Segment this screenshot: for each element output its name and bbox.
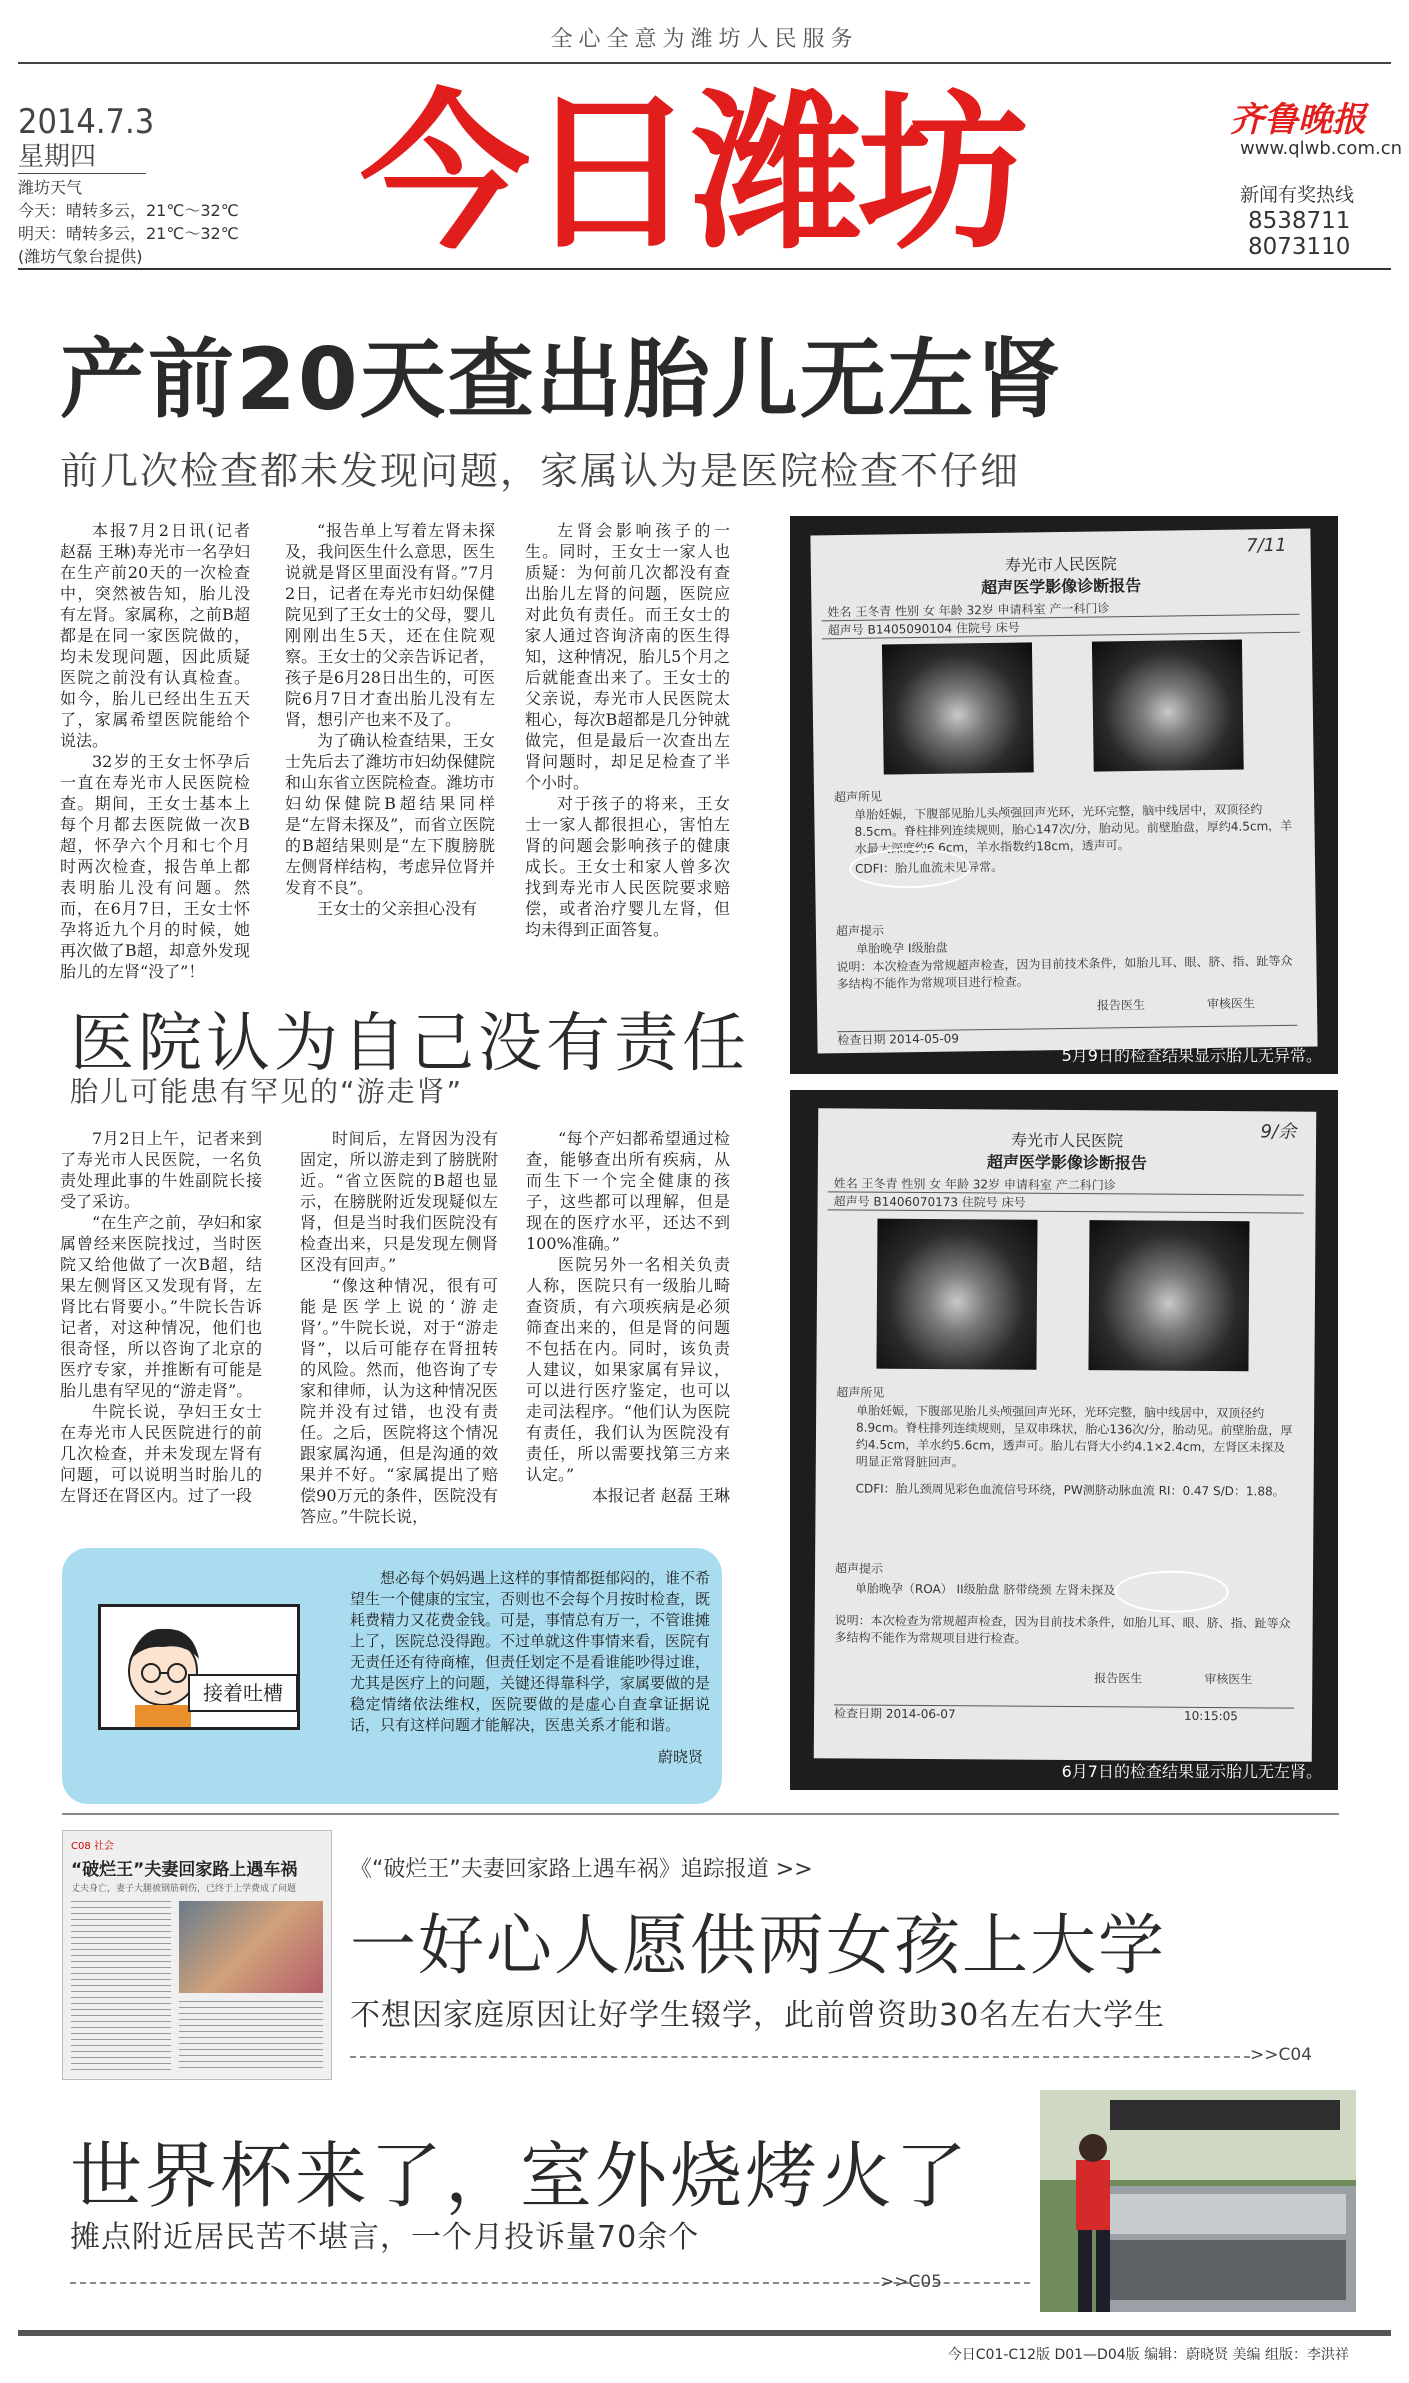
paragraph: 王女士的父亲担心没有 <box>317 899 478 918</box>
cdfi-text: CDFI：胎儿血流未见异常。 <box>854 859 1004 876</box>
paragraph: 左肾会影响孩子的一生。同时，王女士一家人也质疑：为何前几次都没有查出胎儿左肾的问题，医院应对此负有责任。而王女士的家人通过咨询济南的医生得知，这种情况，胎儿5个月之后就能查出来了。王女士的父亲说，寿光市人民医院太粗心，每次B超都是几分钟就做完，但是最后一次查出左肾问题时，却足足检查了半个小时。 <box>525 521 730 792</box>
report-reviewer: 审核医生 <box>1204 1671 1253 1687</box>
report-id-row: 超声号 B1405090104 住院号 床号 <box>822 615 1300 640</box>
top-rule <box>18 62 1391 64</box>
teaser-headline: 一好心人愿供两女孩上大学 <box>350 1907 1166 1984</box>
footer-credits: 今日C01-C12版 D01—D04版 编辑：蔚晓贤 美编 组版：李洪祥 <box>947 2347 1349 2363</box>
issue-weekday: 星期四 <box>18 136 146 174</box>
teaser-subheadline: 摊点附近居民苦不堪言，一个月投诉量70余个 <box>70 2220 700 2255</box>
report-title: 超声医学影像诊断报告 <box>981 575 1142 598</box>
findings-text: 单胎妊娠，下腹部见胎儿头颅强回声光环，光环完整，脑中线居中，双顶径约8.5cm。脊柱排列连续规则，胎心147次/分，胎动见。前壁胎盘，厚约4.5cm，羊水最大深度约6.6cm，羊水指数约18cm，透声可。 <box>854 802 1293 856</box>
report-note: 说明：本次检查为常规超声检查，因为目前技术条件，如胎儿耳、眼、脐、指、趾等众多结构不能作为常规项目进行检查。 <box>834 1613 1291 1646</box>
paragraph: 牛院长说，孕妇王女士在寿光市人民医院进行的前几次检查，并未发现左肾有问题，可以说明当时胎儿的左肾还在肾区内。过了一段 <box>60 1402 262 1505</box>
slogan: 全心全意为潍坊人民服务 <box>550 27 859 52</box>
comment-badge: 接着吐槽 <box>188 1674 298 1712</box>
ultrasound-image-left <box>876 1219 1037 1370</box>
masthead: 今日潍坊 <box>360 73 1025 273</box>
photo-caption: 5月9日的检查结果显示胎儿无异常。 <box>1061 1046 1322 1065</box>
ultrasound-image-right <box>1088 1220 1249 1371</box>
section-headline: 医院认为自己没有责任 <box>70 1007 750 1081</box>
exam-date: 检查日期 2014-05-09 <box>837 1025 1297 1049</box>
teaser-headline: 世界杯来了，室外烧烤火了 <box>70 2134 971 2218</box>
lead-column-3 <box>525 520 730 940</box>
section-column-1 <box>60 1128 262 1506</box>
findings-label: 超声所见 <box>833 789 883 805</box>
brand-url[interactable]: www.qlwb.com.cn <box>1240 138 1402 159</box>
exam-time: 10:15:05 <box>1183 1708 1238 1724</box>
jump-link[interactable]: >>C04 <box>1250 2045 1312 2065</box>
hotline-label: 新闻有奖热线 <box>1240 184 1355 206</box>
weather-box <box>18 176 239 268</box>
weather-title: 潍坊天气 <box>18 178 83 197</box>
thumb-headline: “破烂王”夫妻回家路上遇车祸 <box>71 1860 298 1880</box>
report-title: 超声医学影像诊断报告 <box>986 1152 1147 1173</box>
hint-label: 超声提示 <box>835 923 885 939</box>
thumb-text-block <box>71 1901 171 2071</box>
hint-label: 超声提示 <box>835 1561 884 1576</box>
report-hospital: 寿光市人民医院 <box>1004 554 1117 575</box>
jump-link[interactable]: >>C05 <box>880 2272 942 2292</box>
weather-source: (潍坊气象台提供) <box>18 247 143 266</box>
handwritten-note: 7/11 <box>1246 534 1287 557</box>
thumb-subheadline: 丈夫身亡，妻子大腿被钢筋刺伤，已终于上学费成了问题 <box>71 1884 297 1894</box>
cdfi-text: CDFI：胎儿颈周见彩色血流信号环绕，PW测脐动脉血流 RI：0.47 S/D：1.88。 <box>855 1481 1285 1499</box>
weather-tomorrow: 明天：晴转多云，21℃～32℃ <box>18 224 239 243</box>
report-doctor: 报告医生 <box>1094 1671 1143 1686</box>
bbq-photo <box>1040 2090 1356 2312</box>
teaser-subheadline: 不想因家庭原因让好学生辍学，此前曾资助30名左右大学生 <box>350 1998 1166 2033</box>
paragraph: “在生产之前，孕妇和家属曾经来医院找过，当时医院又给他做了一次B超，结果左侧肾区又发现有肾，左肾比右肾要小。”牛院长告诉记者，对这种情况，他们也很奇怪，所以咨询了北京的医疗专家，并推断有可能是胎儿患有罕见的“游走肾”。 <box>60 1213 262 1400</box>
handwritten-note: 9/余 <box>1260 1121 1297 1143</box>
ultrasound-image-left <box>882 642 1034 774</box>
thumb-page: C08 社会 <box>71 1841 114 1852</box>
highlight-circle <box>1115 1570 1229 1613</box>
section-column-3 <box>526 1128 730 1506</box>
report-note: 说明：本次检查为常规超声检查，因为目前技术条件，如胎儿耳、眼、脐、指、趾等众多结构不能作为常规项目进行检查。 <box>836 953 1293 992</box>
paragraph: 对于孩子的将来，王女士一家人都很担心，害怕左肾的问题会影响孩子的健康成长。王女士和家人曾多次找到寿光市人民医院要求赔偿，或者治疗婴儿左肾，但均未得到正面答复。 <box>525 794 730 939</box>
paragraph: 32岁的王女士怀孕后一直在寿光市人民医院检查。期间，王女士基本上每个月都去医院做一次B超，怀孕六个月和七个月时两次检查，报告单上都表明胎儿没有问题。然而，在6月7日，王女士怀孕将近九个月的时候，她再次做了B超，却意外发现胎儿的左肾“没了”！ <box>60 752 250 981</box>
series-label: 《“破烂王”夫妻回家路上遇车祸》追踪报道 >> <box>350 1857 813 1882</box>
report-id-row: 超声号 B1406070173 住院号 床号 <box>828 1192 1304 1213</box>
lead-column-2 <box>285 520 495 919</box>
photo-caption: 6月7日的检查结果显示胎儿无左肾。 <box>1061 1762 1322 1781</box>
report-paper <box>810 529 1317 1054</box>
section-column-2 <box>300 1128 498 1527</box>
report-patient-row: 姓名 王冬青 性别 女 年龄 32岁 申请科室 产一科门诊 <box>821 597 1299 622</box>
bbq-scene-icon <box>1040 2090 1356 2312</box>
hint-text: 单胎晚孕 I级胎盘 <box>856 940 948 956</box>
comment-text: 想必每个妈妈遇上这样的事情都挺郁闷的，谁不希望生一个健康的宝宝，否则也不会每个月按时检查，既耗费精力又花费金钱。可是，事情总有万一，不管谁摊上了，医院总没得跑。不过单就这件事情来看，医院有无责任还有待商榷，但责任划定不是看谁能吵得过谁，尤其是医疗上的问题，关键还得靠科学，家属要做的是稳定情绪依法维权，医院要做的是虚心自查拿证据说话，只有这样问题才能解决，医患关系才能和谐。 <box>350 1569 711 1734</box>
byline: 本报记者 赵磊 王琳 <box>591 1486 730 1505</box>
paragraph: 医院另外一名相关负责人称，医院只有一级胎儿畸查资质，有六项疾病是必须筛查出来的，但是肾的问题不包括在内。同时，该负责人建议，如果家属有异议，可以进行医疗鉴定，也可以走司法程序。“他们认为医院有责任，我们认为医院没有责任，所以需要找第三方来认定。” <box>526 1255 730 1484</box>
paragraph: “报告单上写着左肾未探及，我问医生什么意思，医生说就是肾区里面没有肾。”7月2日，记者在寿光市妇幼保健院见到了王女士的父母，婴儿刚刚出生5天，还在住院观察。王女士的父亲告诉记者，孩子是6月28日出生的，可医院6月7日才查出胎儿没有左肾，想引产也来不及了。 <box>285 521 495 729</box>
issue-date: 2014.7.3 <box>18 102 155 142</box>
report-paper <box>814 1108 1317 1761</box>
weather-today: 今天：晴转多云，21℃～32℃ <box>18 201 239 220</box>
report-photo-2 <box>790 1090 1338 1790</box>
lead-subheadline: 前几次检查都未发现问题，家属认为是医院检查不仔细 <box>60 449 1021 493</box>
highlight-circle <box>849 847 972 889</box>
report-photo-1 <box>790 516 1338 1074</box>
paragraph: “像这种情况，很有可能是医学上说的‘游走肾’。”牛院长说，对于“游走肾”，以后可能存在肾扭转的风险。然而，他咨询了专家和律师，认为这种情况医院并没有过错，也没有责任。之后，医院将这个情况跟家属沟通，但是沟通的效果并不好。“家属提出了赔偿90万元的条件，医院没有答应。”牛院长说， <box>300 1276 498 1526</box>
paragraph: 本报7月2日讯(记者 赵磊 王琳)寿光市一名孕妇在生产前20天的一次检查中，突然被告知，胎儿没有左肾。家属称，之前B超都是在同一家医院做的，均未发现问题，因此质疑医院之前没有认真检查。如今，胎儿已经出生五天了，家属希望医院能给个说法。 <box>60 521 250 750</box>
ultrasound-image-right <box>1092 640 1244 772</box>
exam-date: 检查日期 2014-06-07 <box>834 1704 1294 1725</box>
hint-text: 单胎晚孕（ROA） II级胎盘 脐带绕颈 左肾未探及 <box>854 1581 1116 1598</box>
thumb-text-block <box>179 2001 323 2071</box>
thumb-photo <box>179 1901 323 1993</box>
report-reviewer: 审核医生 <box>1206 996 1256 1012</box>
page-thumbnail[interactable] <box>62 1830 332 2080</box>
report-patient-row: 姓名 王冬青 性别 女 年龄 32岁 申请科室 产二科门诊 <box>828 1174 1304 1195</box>
section-rule <box>62 1813 1339 1815</box>
section-subheadline: 胎儿可能患有罕见的“游走肾” <box>70 1075 464 1108</box>
report-hospital: 寿光市人民医院 <box>1010 1130 1124 1151</box>
lead-column-1 <box>60 520 250 982</box>
findings-label: 超声所见 <box>836 1385 885 1400</box>
findings-text: 单胎妊娠，下腹部见胎儿头颅强回声光环，光环完整，脑中线居中，双顶径约8.9cm。脊柱排列连续规则，呈双串珠状，胎心136次/分，胎动见。前壁胎盘，厚约4.5cm，羊水约5.6cm，透声可。胎儿右肾大小约4.1×2.4cm，左肾区未探及明显正常肾脏回声。 <box>855 1403 1293 1470</box>
lead-headline: 产前20天查出胎儿无左肾 <box>60 330 1064 430</box>
paragraph: 时间后，左肾因为没有固定，所以游走到了膀胱附近。“省立医院的B超也显示，在膀胱附近发现疑似左肾，但是当时我们医院没有检查出来，只是发现左侧肾区没有回声。” <box>300 1129 498 1274</box>
hotline-phone-2: 8073110 <box>1248 234 1351 260</box>
masthead-rule <box>18 268 1391 270</box>
paragraph: 7月2日上午，记者来到了寿光市人民医院，一名负责处理此事的牛姓副院长接受了采访。 <box>60 1129 262 1211</box>
paragraph: “每个产妇都希望通过检查，能够查出所有疾病，从而生下一个完全健康的孩子，这些都可以理解，但是现在的医疗水平，还达不到100%准确。” <box>526 1129 730 1253</box>
report-doctor: 报告医生 <box>1096 997 1146 1013</box>
dashed-rule <box>350 2056 1250 2058</box>
hotline-phone-1: 8538711 <box>1248 208 1351 234</box>
footer-rule <box>18 2330 1391 2336</box>
paragraph: 为了确认检查结果，王女士先后去了潍坊市妇幼保健院和山东省立医院检查。潍坊市妇幼保健院B超结果同样是“左肾未探及”，而省立医院的B超结果则是“左下腹膀胱左侧肾样结构，考虑异位肾并发育不良”。 <box>285 731 495 897</box>
comment-signature: 蔚晓贤 <box>658 1748 704 1766</box>
brand-logo: 齐鲁晚报 <box>1230 100 1366 140</box>
